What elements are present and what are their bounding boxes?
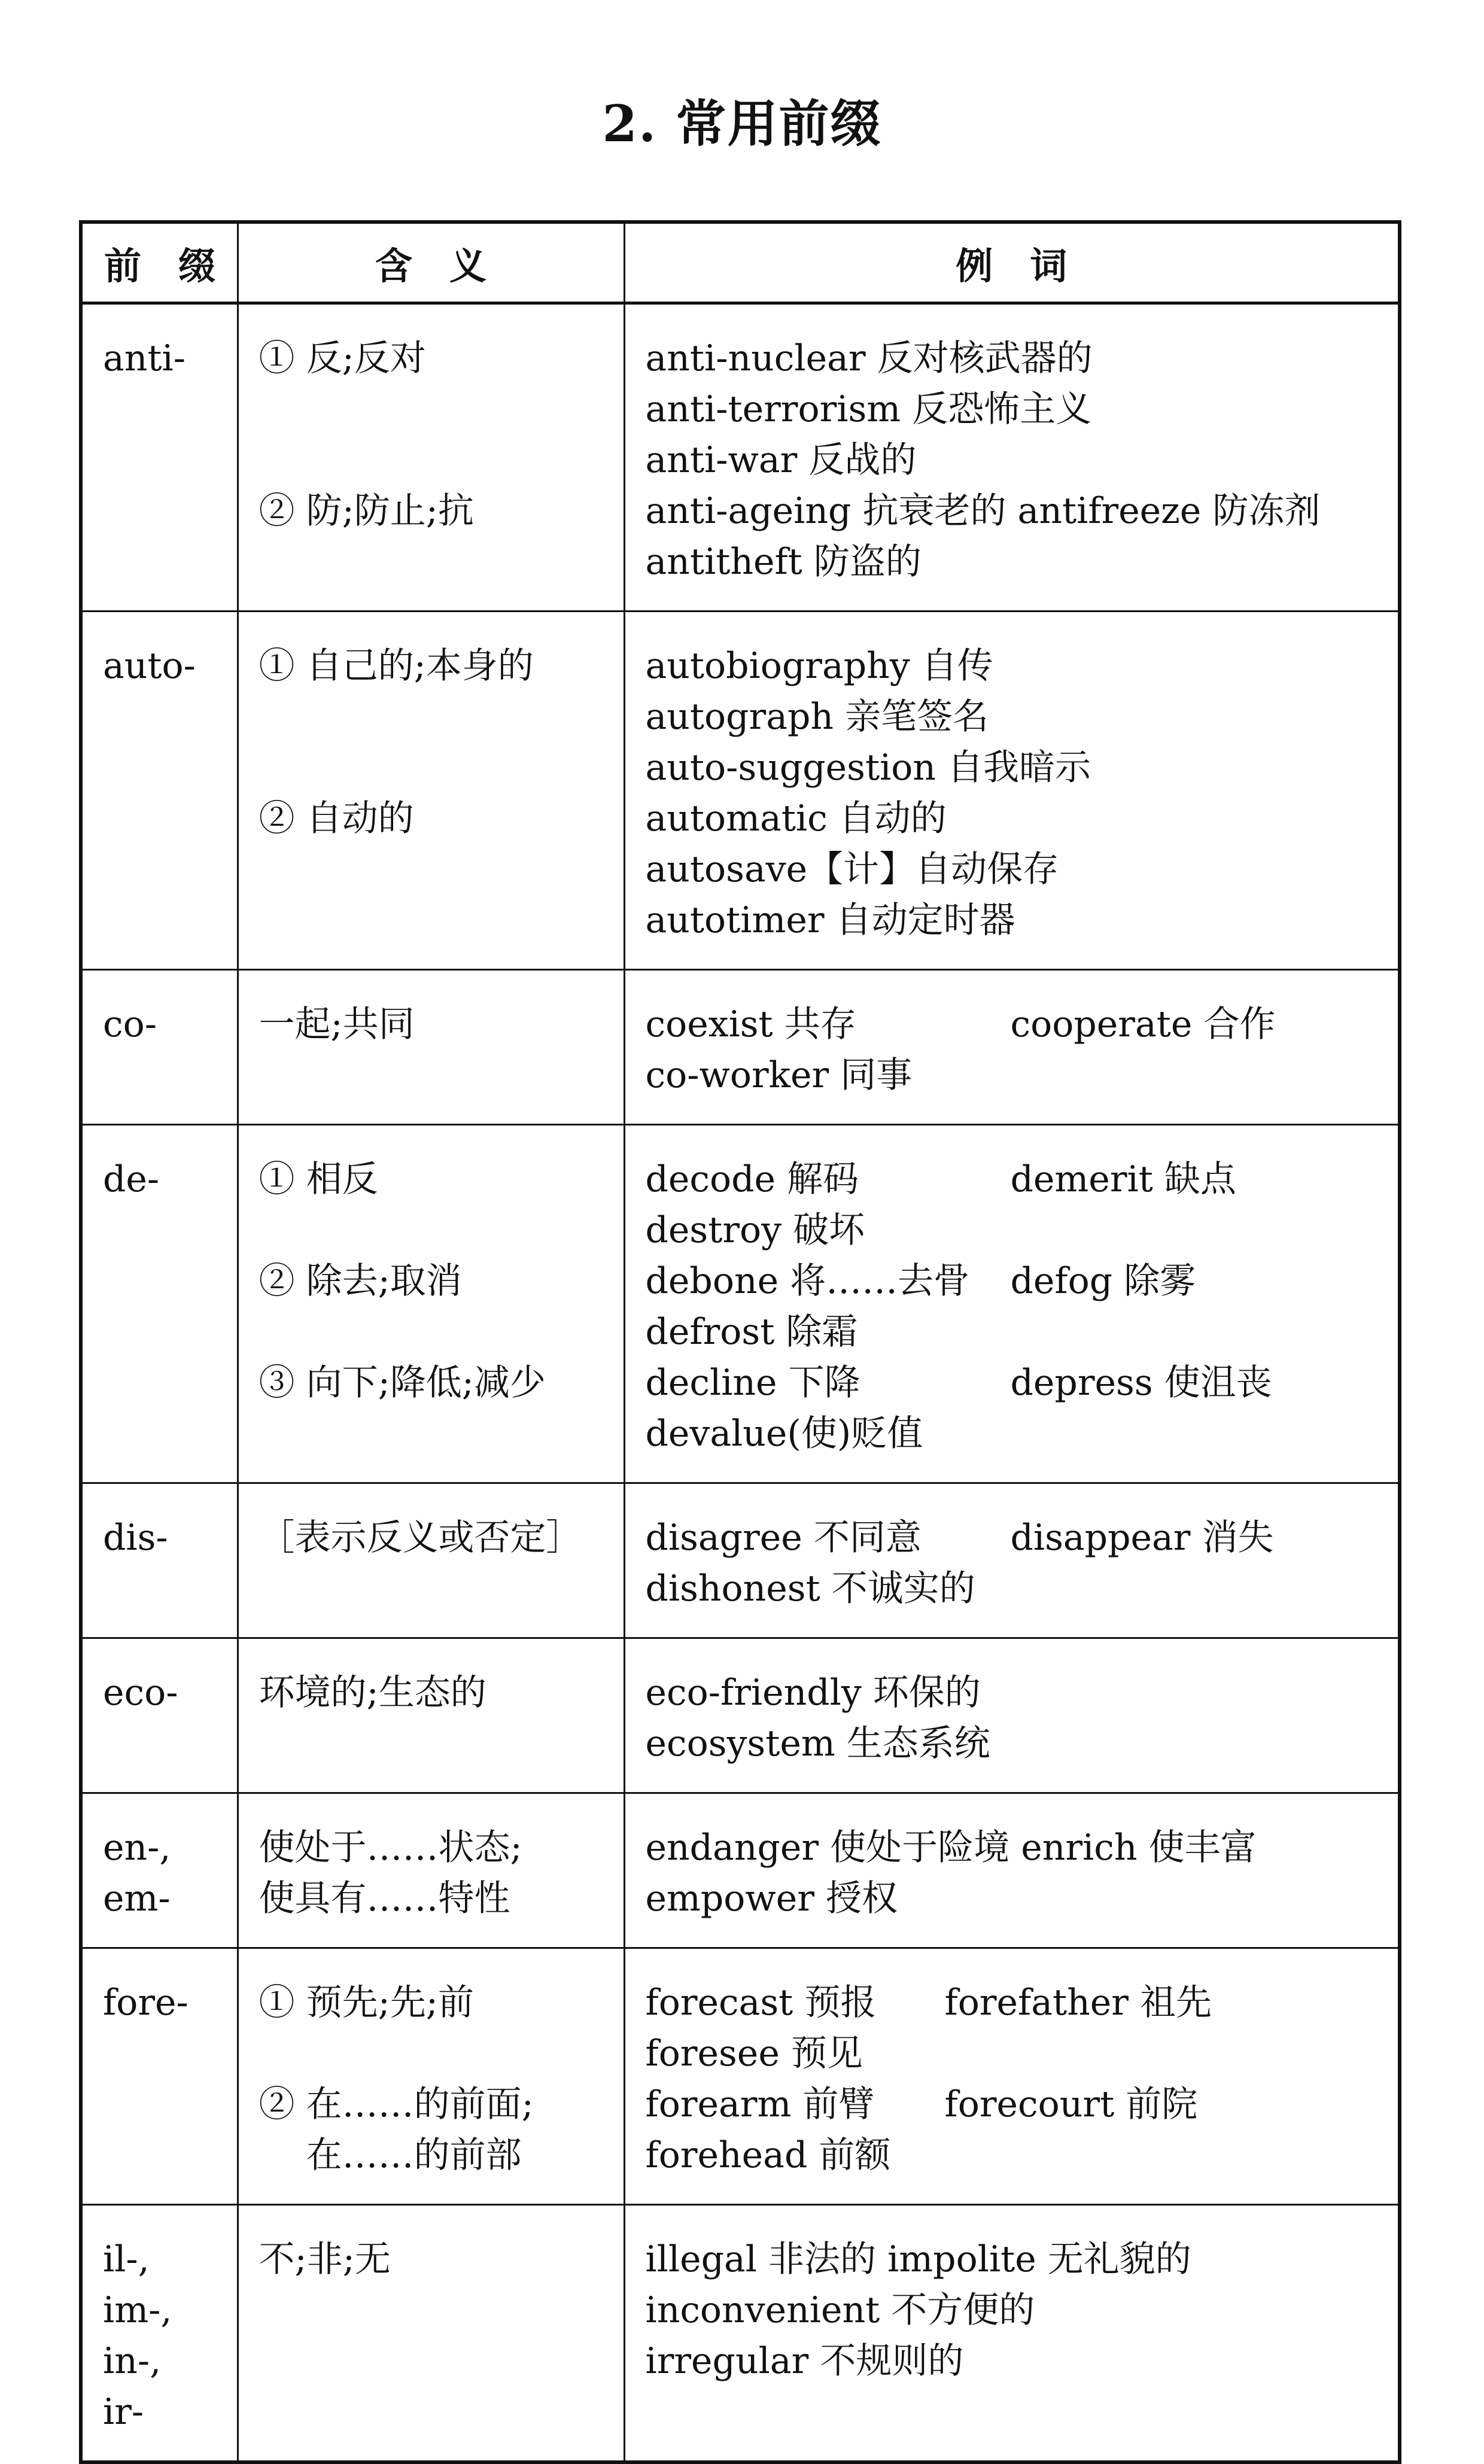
meaning-cell: [238, 303, 624, 612]
example-word: irregular 不规则的: [645, 2340, 964, 2382]
meaning-text: ② 自动的: [259, 798, 414, 839]
meaning-cell: [238, 1793, 624, 1948]
prefix-text: en-,: [103, 1827, 171, 1869]
prefix-cell: [81, 1793, 238, 1948]
prefix-cell: [81, 1125, 238, 1483]
meaning-text: 不;非;无: [259, 2238, 391, 2280]
meaning-text: 使具有……特性: [259, 1878, 510, 1920]
example-word: anti-war 反战的: [645, 439, 917, 481]
prefix-cell: [81, 303, 238, 612]
example-word: depress 使沮丧: [1010, 1362, 1272, 1404]
meaning-text: ② 除去;取消: [259, 1260, 462, 1302]
table-row: [81, 612, 1400, 970]
examples-cell: [624, 970, 1400, 1125]
header-prefix: 前 缀: [81, 222, 238, 303]
meaning-text: 在……的前部: [259, 2134, 522, 2176]
table-row: [81, 1483, 1400, 1638]
example-word: disappear 消失: [1010, 1517, 1274, 1559]
example-word: destroy 破坏: [645, 1209, 865, 1251]
meaning-text: ② 防;防止;抗: [259, 490, 475, 532]
example-word: anti-ageing 抗衰老的 antifreeze 防冻剂: [645, 490, 1321, 532]
example-word: foresee 预见: [645, 2033, 863, 2074]
meaning-spacer: [259, 435, 603, 486]
example-word: decode 解码: [645, 1158, 859, 1200]
meaning-cell: [238, 1638, 624, 1793]
examples-cell: [624, 303, 1400, 612]
prefix-text: in-,: [103, 2340, 162, 2382]
table-row: [81, 1793, 1400, 1948]
example-line: [646, 1978, 1378, 2028]
example-line: [646, 1409, 1378, 1459]
table-row: [81, 1638, 1400, 1793]
example-line: [646, 1668, 1378, 1718]
examples-cell: [624, 612, 1400, 970]
meaning-spacer: [259, 1307, 603, 1358]
example-word: autobiography 自传: [645, 645, 993, 687]
example-word: auto-suggestion 自我暗示: [645, 747, 1091, 789]
examples-cell: [624, 2205, 1400, 2463]
prefix-cell: [81, 1483, 238, 1638]
prefix-text: de-: [103, 1158, 160, 1200]
example-word: devalue(使)贬值: [645, 1413, 923, 1455]
example-line: [646, 1358, 1378, 1409]
example-line: [646, 1307, 1378, 1358]
meaning-text: ② 在……的前面;: [259, 2083, 534, 2125]
example-word: forecast 预报: [645, 1982, 877, 2024]
example-line: [646, 2130, 1378, 2181]
example-line: [646, 486, 1378, 537]
example-line: [646, 333, 1378, 384]
example-word: decline 下降: [645, 1362, 860, 1404]
prefix-text: auto-: [103, 645, 196, 687]
example-word: endanger 使处于险境 enrich 使丰富: [645, 1827, 1257, 1869]
example-line: [646, 2285, 1378, 2336]
example-line: [646, 793, 1378, 844]
example-line: [646, 537, 1378, 588]
prefix-cell: [81, 1948, 238, 2205]
example-word: anti-nuclear 反对核武器的: [645, 337, 1093, 379]
meaning-cell: [238, 1948, 624, 2205]
example-line: [646, 2028, 1378, 2079]
examples-cell: [624, 1483, 1400, 1638]
examples-cell: [624, 1793, 1400, 1948]
example-word: autograph 亲笔签名: [645, 696, 989, 738]
table-row: [81, 303, 1400, 612]
meaning-text: 一起;共同: [259, 1003, 415, 1045]
prefix-text: il-,: [103, 2238, 150, 2280]
table-row: [81, 1948, 1400, 2205]
example-word: illegal 非法的 impolite 无礼貌的: [645, 2238, 1191, 2280]
meaning-cell: [238, 1125, 624, 1483]
example-word: ecosystem 生态系统: [645, 1723, 990, 1765]
meaning-cell: [238, 1483, 624, 1638]
header-examples: 例 词: [624, 222, 1400, 303]
example-line: [646, 2079, 1378, 2130]
meaning-text: 环境的;生态的: [259, 1672, 486, 1714]
table-body: [81, 303, 1400, 2463]
meaning-text: ① 相反: [259, 1158, 378, 1200]
prefix-cell: [81, 612, 238, 970]
example-line: [646, 641, 1378, 692]
meaning-text: ③ 向下;降低;减少: [259, 1362, 546, 1404]
prefix-cell: [81, 2205, 238, 2463]
table-header-row: [81, 222, 1400, 303]
page-title: 2. 常用前缀: [602, 94, 882, 153]
example-word: autosave【计】自动保存: [645, 848, 1059, 890]
example-word: dishonest 不诚实的: [645, 1568, 975, 1610]
prefix-cell: [81, 970, 238, 1125]
examples-cell: [624, 1125, 1400, 1483]
meaning-spacer: [259, 692, 603, 743]
meaning-text: ① 反;反对: [259, 337, 426, 379]
example-word: cooperate 合作: [1010, 1003, 1276, 1045]
prefix-text: dis-: [103, 1517, 168, 1559]
example-word: demerit 缺点: [1010, 1158, 1236, 1200]
meaning-cell: [238, 612, 624, 970]
example-line: [646, 1205, 1378, 1256]
example-line: [646, 1563, 1378, 1614]
example-line: [646, 384, 1378, 435]
meaning-text: ① 自己的;本身的: [259, 645, 534, 687]
table-row: [81, 2205, 1400, 2463]
examples-cell: [624, 1948, 1400, 2205]
prefix-table: [79, 220, 1401, 2464]
example-word: eco-friendly 环保的: [645, 1672, 981, 1714]
meaning-text: ［表示反义或否定］: [259, 1517, 582, 1559]
prefix-text: eco-: [103, 1672, 178, 1714]
example-line: [646, 1513, 1378, 1563]
header-meaning: 含 义: [238, 222, 624, 303]
table-row: [81, 970, 1400, 1125]
examples-cell: [624, 1638, 1400, 1793]
prefix-text: co-: [103, 1003, 157, 1045]
meaning-cell: [238, 2205, 624, 2463]
example-line: [646, 692, 1378, 743]
example-word: defog 除雾: [1010, 1260, 1196, 1302]
table-row: [81, 1125, 1400, 1483]
example-word: forehead 前额: [645, 2134, 891, 2176]
example-line: [646, 999, 1378, 1050]
meaning-spacer: [259, 743, 603, 793]
meaning-text: 使处于……状态;: [259, 1827, 522, 1869]
example-word: automatic 自动的: [645, 798, 947, 839]
example-line: [646, 895, 1378, 946]
example-word: forecourt 前院: [944, 2083, 1198, 2125]
example-line: [646, 1718, 1378, 1769]
example-word: inconvenient 不方便的: [645, 2289, 1035, 2331]
prefix-text: anti-: [103, 337, 186, 379]
example-line: [646, 1873, 1378, 1924]
example-line: [646, 844, 1378, 895]
meaning-text: ① 预先;先;前: [259, 1982, 475, 2024]
example-line: [646, 2336, 1378, 2387]
example-line: [646, 743, 1378, 793]
example-line: [646, 2234, 1378, 2285]
example-line: [646, 435, 1378, 486]
meaning-spacer: [259, 384, 603, 435]
example-line: [646, 1823, 1378, 1873]
example-line: [646, 1154, 1378, 1205]
meaning-cell: [238, 970, 624, 1125]
example-word: empower 授权: [645, 1878, 898, 1920]
example-word: antitheft 防盗的: [645, 541, 922, 583]
example-word: co-worker 同事: [645, 1054, 913, 1096]
example-word: forearm 前臂: [645, 2083, 875, 2125]
example-line: [646, 1256, 1378, 1307]
example-word: forefather 祖先: [944, 1982, 1212, 2024]
example-word: defrost 除霜: [645, 1311, 858, 1353]
example-word: debone 将……去骨: [645, 1260, 970, 1302]
prefix-text: fore-: [103, 1982, 188, 2024]
prefix-text: em-: [103, 1878, 171, 1920]
example-word: coexist 共存: [645, 1003, 856, 1045]
prefix-text: im-,: [103, 2289, 172, 2331]
example-word: anti-terrorism 反恐怖主义: [645, 388, 1092, 430]
prefix-cell: [81, 1638, 238, 1793]
meaning-spacer: [259, 2028, 603, 2079]
prefix-text: ir-: [103, 2391, 144, 2433]
example-word: disagree 不同意: [645, 1517, 922, 1559]
example-word: autotimer 自动定时器: [645, 899, 1015, 941]
meaning-spacer: [259, 1205, 603, 1256]
example-line: [646, 1050, 1378, 1101]
